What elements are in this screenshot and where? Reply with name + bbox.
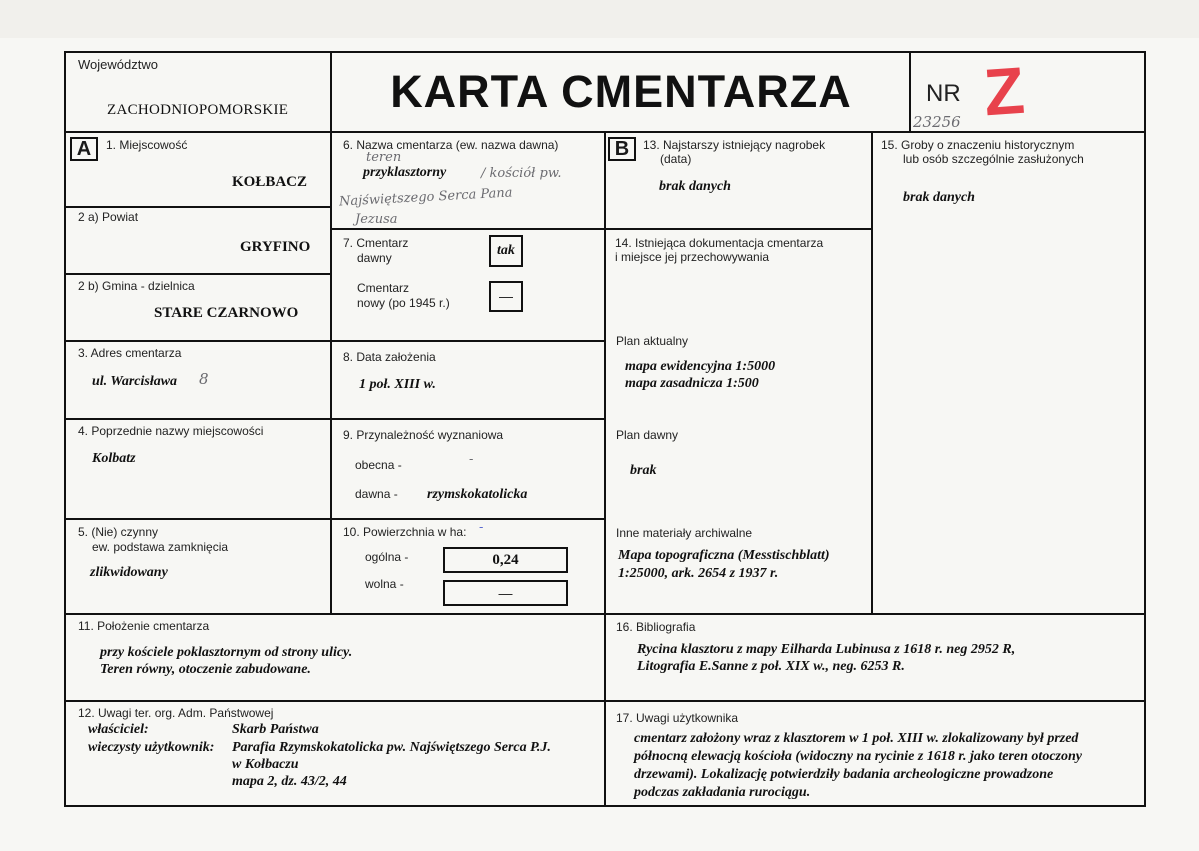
f15-label-2: lub osób szczególnie zasłużonych — [903, 152, 1084, 166]
f6-label: 6. Nazwa cmentarza (ew. nazwa dawna) — [343, 138, 559, 152]
f8-label: 8. Data założenia — [343, 350, 436, 364]
f12-line-3: w Kołbaczu — [232, 757, 299, 772]
f14-label-2: i miejsce jej przechowywania — [615, 250, 770, 264]
f12-uzytkownik-value: Parafia Rzymskokatolicka pw. Najświętszego Serca P.J. — [232, 740, 551, 755]
plan-aktualny-label: Plan aktualny — [616, 334, 689, 348]
divider — [64, 613, 1146, 615]
f12-line-4: mapa 2, dz. 43/2, 44 — [232, 774, 347, 789]
f7-dawny-box: tak — [489, 235, 523, 267]
inne-materialy-value-2: 1:25000, ark. 2654 z 1937 r. — [618, 566, 779, 581]
divider — [64, 700, 1146, 702]
plan-dawny-label: Plan dawny — [616, 428, 679, 442]
f16-value-2: Litografia E.Sanne z poł. XIX w., neg. 6253 R. — [637, 659, 905, 674]
f16-label: 16. Bibliografia — [616, 620, 696, 634]
divider — [604, 131, 606, 807]
f6-value: przyklasztorny — [363, 165, 447, 180]
f3-value: ul. Warcisława — [92, 374, 178, 389]
section-b-badge: B — [608, 137, 636, 161]
f2a-value: GRYFINO — [240, 239, 311, 255]
inne-materialy-label: Inne materiały archiwalne — [616, 526, 753, 540]
f10-hand: - — [479, 520, 484, 535]
f4-value: Kolbatz — [92, 451, 136, 466]
divider — [64, 518, 604, 520]
f10-ogolna-label: ogólna - — [365, 550, 409, 564]
f7-label-3: Cmentarz — [357, 281, 410, 295]
f11-value-2: Teren równy, otoczenie zabudowane. — [100, 662, 311, 677]
inne-materialy-value-1: Mapa topograficzna (Messtischblatt) — [618, 548, 830, 563]
divider — [909, 51, 911, 132]
f10-wolna-box: — — [443, 580, 568, 606]
plan-dawny-value: brak — [630, 463, 657, 478]
f2a-label: 2 a) Powiat — [78, 210, 139, 224]
f9-obecna-value: - — [469, 452, 474, 467]
divider — [64, 273, 330, 275]
f5-value: zlikwidowany — [90, 565, 168, 580]
f12-uzytkownik-label: wieczysty użytkownik: — [88, 740, 215, 755]
f16-value-1: Rycina klasztoru z mapy Eilharda Lubinusa z 1618 r. neg 2952 R, — [637, 642, 1016, 657]
f13-label-1: 13. Najstarszy istniejący nagrobek — [643, 138, 826, 152]
f5-label-1: 5. (Nie) czynny — [78, 525, 159, 539]
f7-label-2: dawny — [357, 251, 392, 265]
f1-value: KOŁBACZ — [232, 174, 308, 190]
f5-label-2: ew. podstawa zamknięcia — [92, 540, 229, 554]
f17-label: 17. Uwagi użytkownika — [616, 711, 739, 725]
f11-value-1: przy kościele poklasztornym od strony ulicy. — [100, 645, 353, 660]
f1-label: 1. Miejscowość — [106, 138, 188, 152]
f14-label-1: 14. Istniejąca dokumentacja cmentarza — [615, 236, 824, 250]
f17-value-2: północną elewacją kościoła (widoczny na rycinie z 1618 r. jako teren otoczony — [634, 749, 1082, 764]
f12-label: 12. Uwagi ter. org. Adm. Państwowej — [78, 706, 274, 720]
nr-handwritten: 23256 — [913, 113, 961, 131]
f13-value: brak danych — [659, 179, 731, 194]
f6-hand-3: Jezusa — [355, 212, 398, 227]
wojewodztwo-value: ZACHODNIOPOMORSKIE — [107, 102, 289, 118]
f6-hand-1: / kościół pw. — [481, 166, 562, 181]
divider — [64, 418, 604, 420]
f3-hand: 8 — [199, 370, 209, 388]
divider — [64, 206, 330, 208]
f13-label-2: (data) — [660, 152, 692, 166]
f10-wolna-label: wolna - — [365, 577, 404, 591]
f17-value-3: drzewami). Lokalizację potwierdziły badania archeologiczne prowadzone — [634, 767, 1054, 782]
nr-label: NR — [926, 80, 961, 107]
f9-dawna-label: dawna - — [355, 487, 398, 501]
f8-value: 1 poł. XIII w. — [359, 377, 436, 392]
f15-label-1: 15. Groby o znaczeniu historycznym — [881, 138, 1075, 152]
divider — [330, 51, 332, 613]
f12-wlasciciel-label: właściciel: — [88, 722, 149, 737]
f9-label: 9. Przynależność wyznaniowa — [343, 428, 504, 442]
plan-aktualny-value-1: mapa ewidencyjna 1:5000 — [625, 359, 776, 374]
f2b-value: STARE CZARNOWO — [154, 305, 299, 321]
page-title: KARTA CMENTARZA — [390, 66, 852, 117]
f17-value-4: podczas zakładania rurociągu. — [634, 785, 811, 800]
f6-hand-top: teren — [366, 150, 402, 165]
plan-aktualny-value-2: mapa zasadnicza 1:500 — [625, 376, 759, 391]
f7-label-1: 7. Cmentarz — [343, 236, 409, 250]
f15-value: brak danych — [903, 190, 975, 205]
f9-obecna-label: obecna - — [355, 458, 402, 472]
f17-value-1: cmentarz założony wraz z klasztorem w 1 poł. XIII w. zlokalizowany był przed — [634, 731, 1079, 746]
f9-dawna-value: rzymskokatolicka — [427, 487, 528, 502]
f4-label: 4. Poprzednie nazwy miejscowości — [78, 424, 264, 438]
f6-hand-2: Najświętszego Serca Pana — [338, 185, 513, 210]
f2b-label: 2 b) Gmina - dzielnica — [78, 279, 195, 293]
f10-ogolna-box: 0,24 — [443, 547, 568, 573]
f12-wlasciciel-value: Skarb Państwa — [232, 722, 319, 737]
f3-label: 3. Adres cmentarza — [78, 346, 182, 360]
f10-label: 10. Powierzchnia w ha: — [343, 525, 467, 539]
divider — [330, 228, 872, 230]
divider — [871, 131, 873, 613]
scan-top-strip — [0, 0, 1199, 38]
wojewodztwo-label: Województwo — [78, 57, 158, 72]
section-a-badge: A — [70, 137, 98, 161]
f11-label: 11. Położenie cmentarza — [78, 619, 210, 633]
f7-label-4: nowy (po 1945 r.) — [357, 296, 450, 310]
nr-stamp: Z — [981, 52, 1027, 130]
f7-nowy-box: — — [489, 281, 523, 312]
divider — [64, 340, 604, 342]
